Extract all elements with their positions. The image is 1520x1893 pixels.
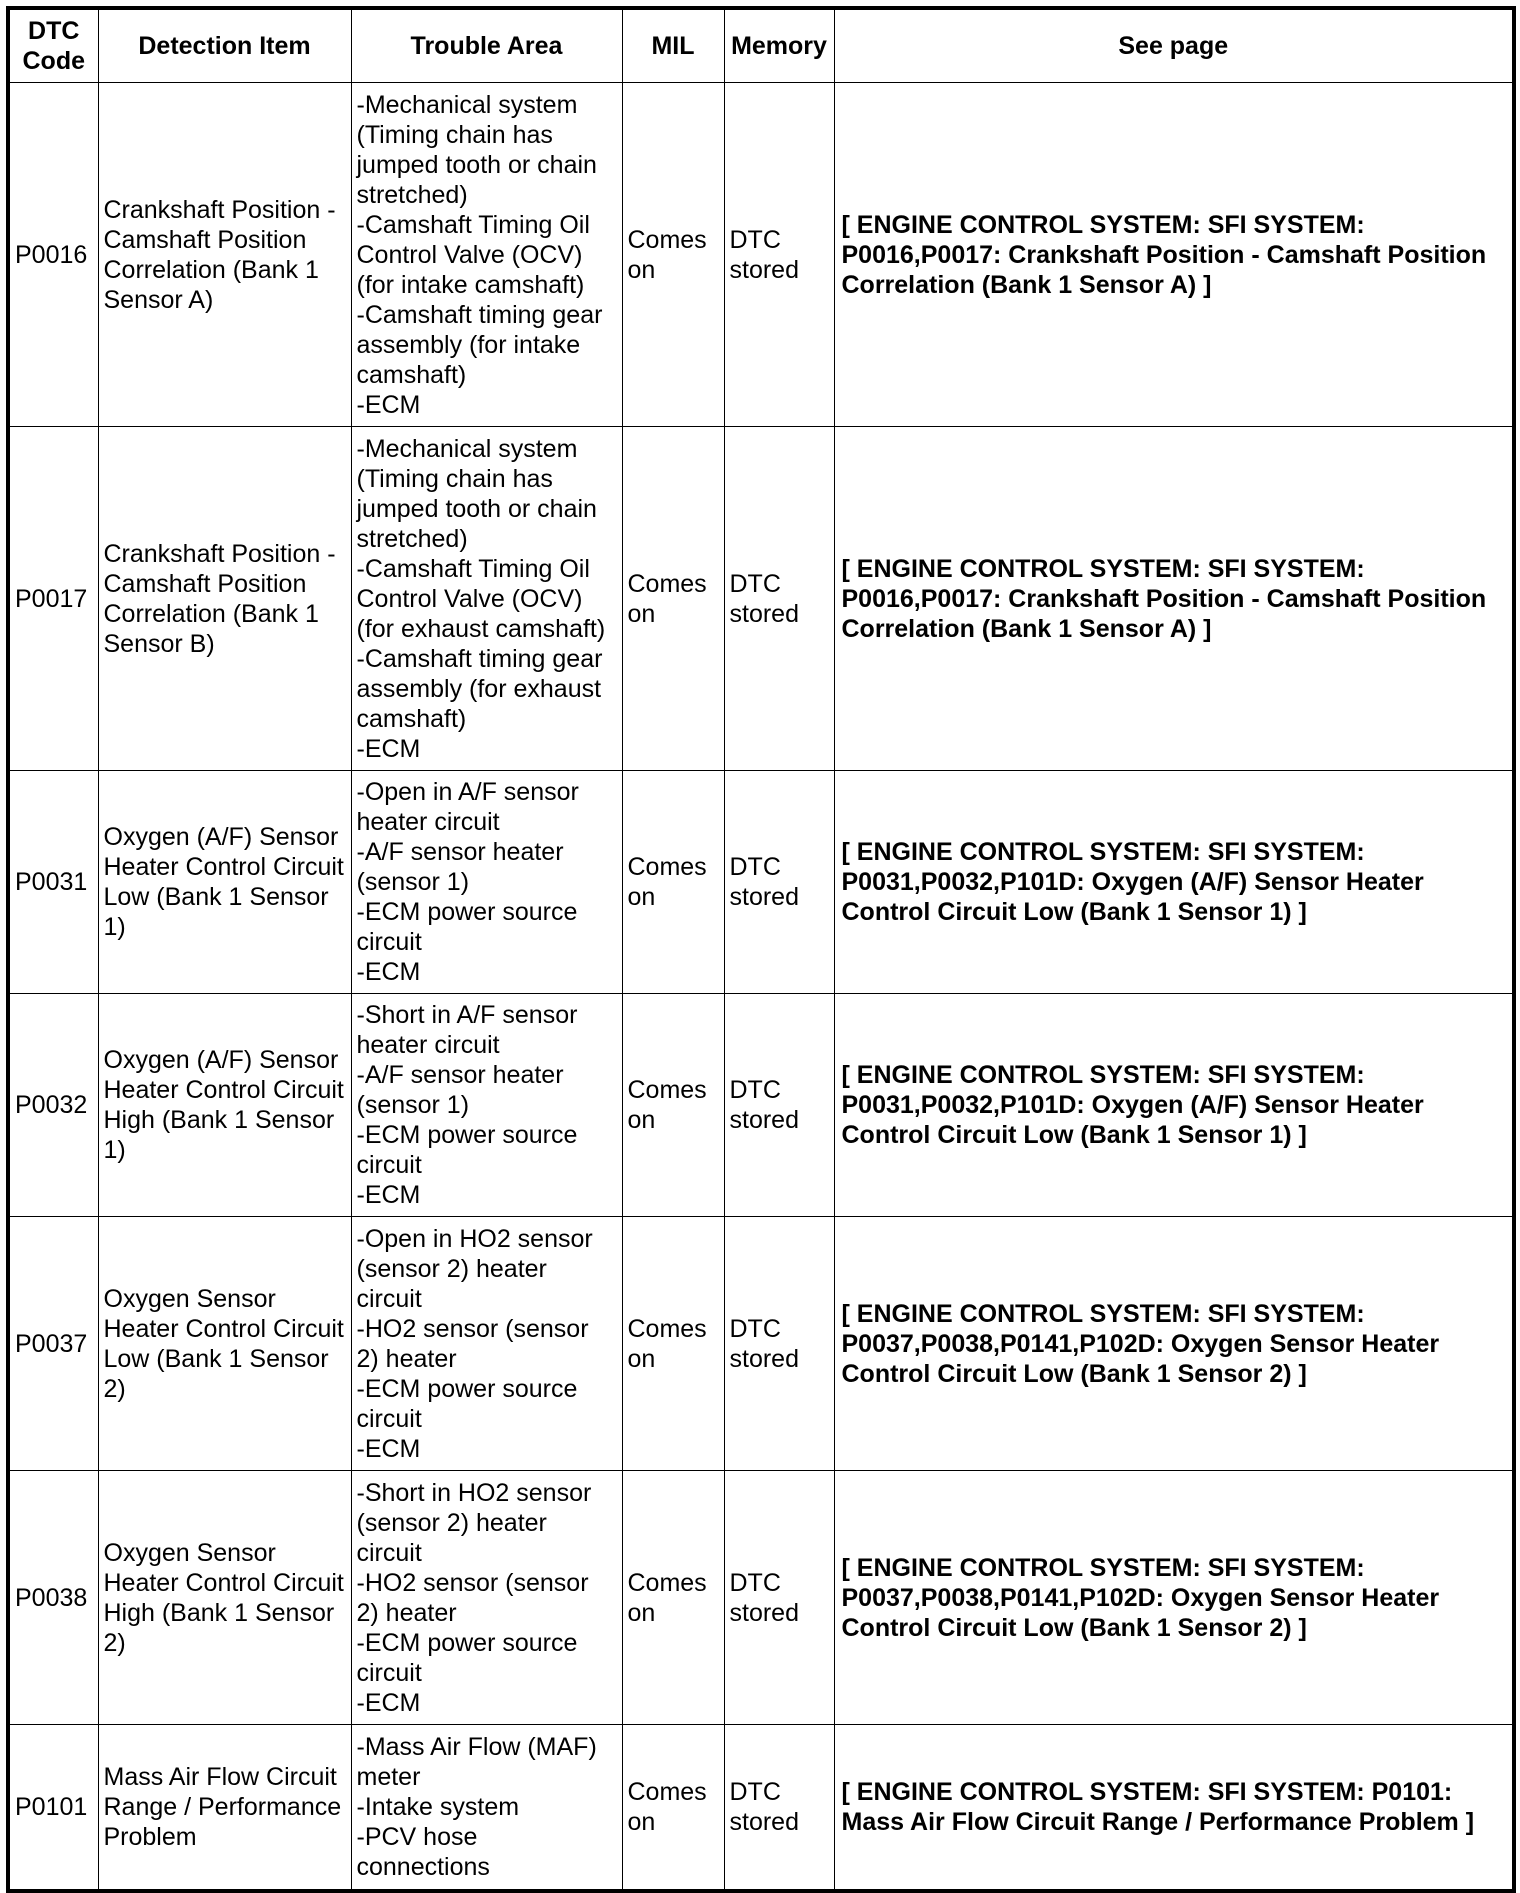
table-row (8, 1217, 1514, 1471)
memory-status: DTC stored (724, 427, 834, 771)
detection-item: Mass Air Flow Circuit Range / Performance Problem (98, 1725, 351, 1892)
trouble-area-line: -ECM (356, 958, 421, 986)
see-page-link[interactable]: [ ENGINE CONTROL SYSTEM: SFI SYSTEM: P0016,P0017: Crankshaft Position - Camshaft Position Correlation (Bank 1 Sensor A) ] (834, 83, 1514, 427)
mil-status: Comes on (622, 1471, 724, 1725)
mil-status: Comes on (622, 1217, 724, 1471)
table-header-row (8, 8, 1514, 83)
trouble-area-line: -Camshaft Timing Oil Control Valve (OCV) (for intake camshaft) (356, 210, 590, 299)
trouble-area-line: -Open in A/F sensor heater circuit (356, 778, 579, 836)
memory-status: DTC stored (724, 1725, 834, 1892)
detection-item: Oxygen (A/F) Sensor Heater Control Circuit Low (Bank 1 Sensor 1) (98, 771, 351, 994)
dtc-code: P0032 (8, 994, 98, 1217)
table-row (8, 994, 1514, 1217)
header-dtc-code: DTC Code (8, 8, 98, 83)
dtc-code: P0016 (8, 83, 98, 427)
mil-status: Comes on (622, 994, 724, 1217)
trouble-area (351, 994, 622, 1217)
header-detection-item: Detection Item (98, 8, 351, 83)
dtc-code: P0038 (8, 1471, 98, 1725)
table-row (8, 427, 1514, 771)
header-trouble-area: Trouble Area (351, 8, 622, 83)
trouble-area-line: -ECM (356, 1688, 421, 1717)
dtc-table (6, 6, 1516, 1893)
trouble-area-line: -HO2 sensor (sensor 2) heater (356, 1568, 589, 1627)
memory-status: DTC stored (724, 771, 834, 994)
dtc-code: P0031 (8, 771, 98, 994)
memory-status: DTC stored (724, 83, 834, 427)
header-mil: MIL (622, 8, 724, 83)
trouble-area-line: -ECM (356, 1434, 421, 1463)
trouble-area (351, 83, 622, 427)
detection-item: Oxygen Sensor Heater Control Circuit Low (Bank 1 Sensor 2) (98, 1217, 351, 1471)
trouble-area (351, 1471, 622, 1725)
trouble-area-line: -PCV hose connections (356, 1823, 490, 1881)
memory-status: DTC stored (724, 1217, 834, 1471)
trouble-area-line: -Camshaft timing gear assembly (for exhaust camshaft) (356, 644, 603, 733)
trouble-area-line: -HO2 sensor (sensor 2) heater (356, 1314, 589, 1373)
trouble-area-line: -Open in HO2 sensor (sensor 2) heater circuit (356, 1224, 593, 1313)
memory-status: DTC stored (724, 994, 834, 1217)
trouble-area-line: -Camshaft timing gear assembly (for intake camshaft) (356, 300, 603, 389)
trouble-area-line: -A/F sensor heater (sensor 1) (356, 838, 564, 896)
header-see-page: See page (834, 8, 1514, 83)
trouble-area (351, 1725, 622, 1892)
see-page-link[interactable]: [ ENGINE CONTROL SYSTEM: SFI SYSTEM: P0037,P0038,P0141,P102D: Oxygen Sensor Heater Control Circuit Low (Bank 1 Sensor 2) ] (834, 1217, 1514, 1471)
trouble-area-line: -Short in A/F sensor heater circuit (356, 1001, 578, 1059)
mil-status: Comes on (622, 1725, 724, 1892)
mil-status: Comes on (622, 83, 724, 427)
trouble-area-line: -ECM (356, 734, 421, 763)
mil-status: Comes on (622, 427, 724, 771)
table-row (8, 1725, 1514, 1892)
trouble-area-line: -Short in HO2 sensor (sensor 2) heater circuit (356, 1478, 592, 1567)
trouble-area-line: -ECM power source circuit (356, 898, 578, 956)
see-page-link[interactable]: [ ENGINE CONTROL SYSTEM: SFI SYSTEM: P0016,P0017: Crankshaft Position - Camshaft Position Correlation (Bank 1 Sensor A) ] (834, 427, 1514, 771)
trouble-area-line: -ECM (356, 390, 421, 419)
trouble-area-line: -Camshaft Timing Oil Control Valve (OCV) (for exhaust camshaft) (356, 554, 606, 643)
trouble-area-line: -ECM (356, 1181, 421, 1209)
trouble-area (351, 427, 622, 771)
trouble-area (351, 771, 622, 994)
table-row (8, 771, 1514, 994)
dtc-code: P0037 (8, 1217, 98, 1471)
trouble-area (351, 1217, 622, 1471)
detection-item: Oxygen (A/F) Sensor Heater Control Circuit High (Bank 1 Sensor 1) (98, 994, 351, 1217)
trouble-area-line: -Mechanical system (Timing chain has jumped tooth or chain stretched) (356, 90, 597, 209)
see-page-link[interactable]: [ ENGINE CONTROL SYSTEM: SFI SYSTEM: P0101: Mass Air Flow Circuit Range / Performance Problem ] (834, 1725, 1514, 1892)
trouble-area-line: -A/F sensor heater (sensor 1) (356, 1061, 564, 1119)
trouble-area-line: -ECM power source circuit (356, 1374, 578, 1433)
trouble-area-line: -ECM power source circuit (356, 1121, 578, 1179)
detection-item: Crankshaft Position - Camshaft Position Correlation (Bank 1 Sensor A) (98, 83, 351, 427)
trouble-area-line: -Mechanical system (Timing chain has jumped tooth or chain stretched) (356, 434, 597, 553)
trouble-area-line: -Mass Air Flow (MAF) meter (356, 1733, 597, 1791)
dtc-code: P0017 (8, 427, 98, 771)
table-row (8, 83, 1514, 427)
see-page-link[interactable]: [ ENGINE CONTROL SYSTEM: SFI SYSTEM: P0031,P0032,P101D: Oxygen (A/F) Sensor Heater Control Circuit Low (Bank 1 Sensor 1) ] (834, 771, 1514, 994)
table-row (8, 1471, 1514, 1725)
trouble-area-line: -ECM power source circuit (356, 1628, 578, 1687)
see-page-link[interactable]: [ ENGINE CONTROL SYSTEM: SFI SYSTEM: P0031,P0032,P101D: Oxygen (A/F) Sensor Heater Control Circuit Low (Bank 1 Sensor 1) ] (834, 994, 1514, 1217)
header-memory: Memory (724, 8, 834, 83)
memory-status: DTC stored (724, 1471, 834, 1725)
mil-status: Comes on (622, 771, 724, 994)
see-page-link[interactable]: [ ENGINE CONTROL SYSTEM: SFI SYSTEM: P0037,P0038,P0141,P102D: Oxygen Sensor Heater Control Circuit Low (Bank 1 Sensor 2) ] (834, 1471, 1514, 1725)
detection-item: Crankshaft Position - Camshaft Position Correlation (Bank 1 Sensor B) (98, 427, 351, 771)
trouble-area-line: -Intake system (356, 1793, 520, 1821)
detection-item: Oxygen Sensor Heater Control Circuit High (Bank 1 Sensor 2) (98, 1471, 351, 1725)
dtc-code: P0101 (8, 1725, 98, 1892)
